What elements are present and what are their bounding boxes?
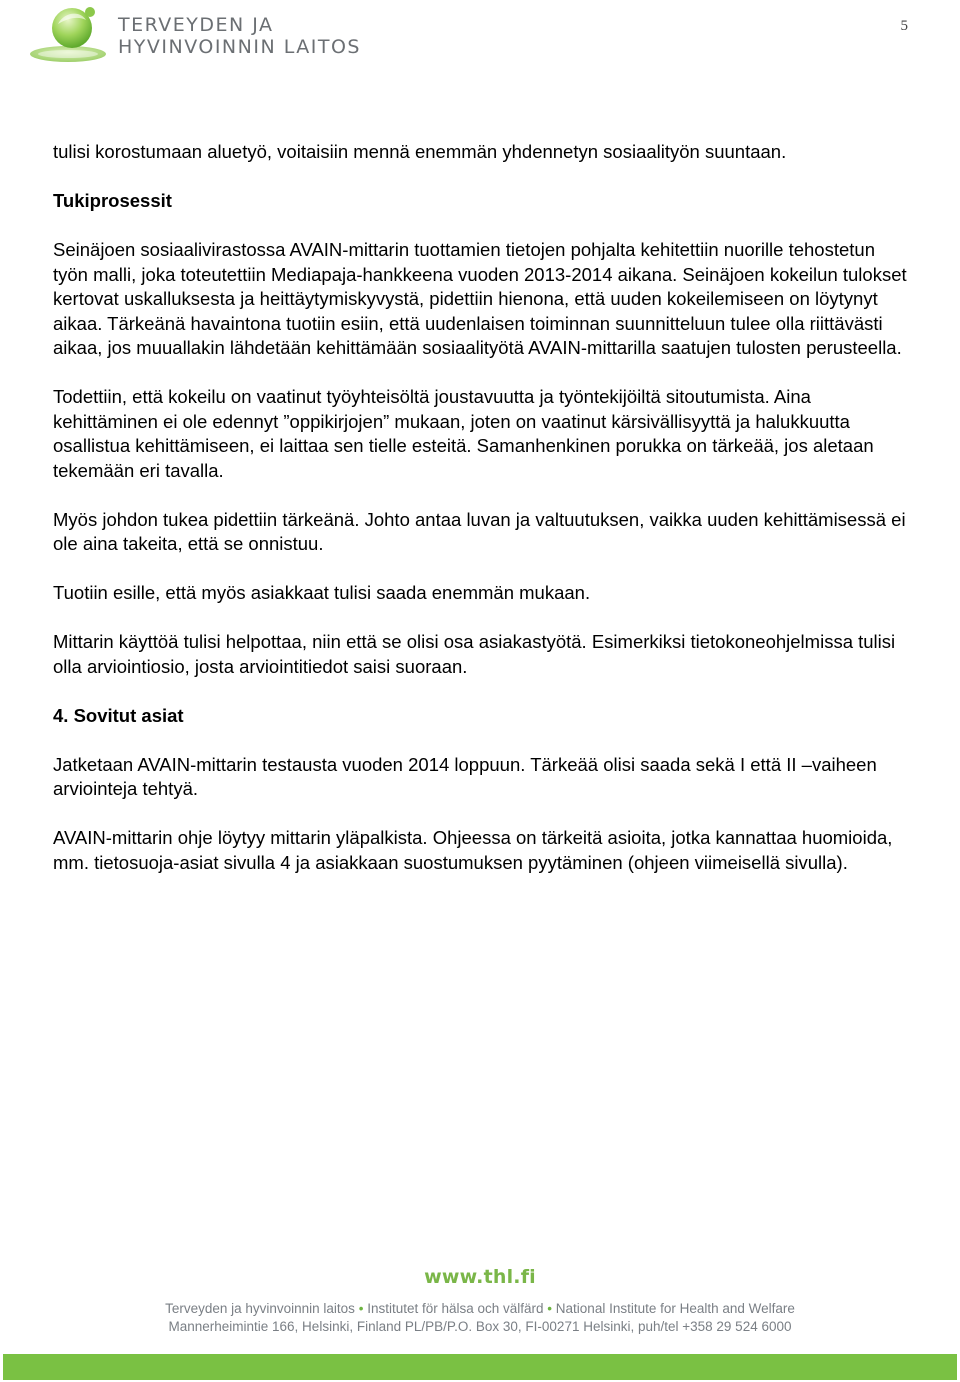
heading-tukiprosessit: Tukiprosessit — [53, 190, 172, 211]
footer-organization-names — [0, 1300, 960, 1318]
paragraph-seinajoki: Seinäjoen sosiaalivirastossa AVAIN-mittarin tuottamien tietojen pohjalta kehitettiin nuorille tehostetun työn malli, joka toteutettiin Mediapaja-hankkeena vuoden 2013-2014 aikana. Seinäjoen kokeilun tulokset kertovat uskalluksesta ja heittäytymiskyvystä, pidettiin hienona, että uuden kokeilemiseen on löytynyt aikaa. Tärkeänä havaintona tuotiin esiin, että uudenlaisen toiminnan suunnitteluun tulee olla riittävästi aikaa, jos muuallakin lähdetään kehittämään sosiaalityötä AVAIN-mittarilla saatujen tulosten perusteella. — [53, 239, 907, 358]
logo-line-1: TERVEYDEN JA — [118, 14, 274, 36]
page-footer — [0, 1266, 960, 1336]
organization-logo-text — [118, 14, 361, 58]
paragraph-jatketaan: Jatketaan AVAIN-mittarin testausta vuoden 2014 loppuun. Tärkeää olisi saada sekä I että II –vaiheen arviointeja tehtyä. — [53, 753, 877, 799]
document-body — [53, 140, 913, 900]
paragraph-continued: tulisi korostumaan aluetyö, voitaisiin mennä enemmän yhdennetyn sosiaalityön suuntaan. — [53, 141, 787, 162]
logo-line-2: HYVINVOINNIN LAITOS — [118, 36, 361, 58]
paragraph-mittari: Mittarin käyttöä tulisi helpottaa, niin että se olisi osa asiakastyötä. Esimerkiksi tietokoneohjelmissa tulisi olla arviointiosio, josta arviointitiedot saisi suoraan. — [53, 631, 896, 677]
footer-address: Mannerheimintie 166, Helsinki, Finland PL/PB/P.O. Box 30, FI-00271 Helsinki, puh/tel +358 29 524 6000 — [168, 1319, 792, 1334]
page-number: 5 — [900, 18, 908, 34]
footer-green-bar — [3, 1354, 957, 1380]
bullet-separator-1: • — [358, 1301, 364, 1316]
paragraph-ohje: AVAIN-mittarin ohje löytyy mittarin yläpalkista. Ohjeessa on tärkeitä asioita, jotka kannattaa huomioida, mm. tietosuoja-asiat sivulla 4 ja asiakkaan suostumuksen pyytäminen (ohjeen viimeisellä sivulla). — [53, 827, 893, 873]
org-name-sv: Institutet för hälsa och välfärd — [367, 1301, 544, 1316]
thl-logo-icon — [28, 2, 108, 64]
paragraph-johto: Myös johdon tukea pidettiin tärkeänä. Johto antaa luvan ja valtuutuksen, vaikka uuden kehittämisessä ei ole aina takeita, että se onnistuu. — [53, 508, 906, 554]
footer-website-link[interactable]: www.thl.fi — [424, 1266, 536, 1288]
paragraph-asiakkaat: Tuotiin esille, että myös asiakkaat tulisi saada enemmän mukaan. — [53, 582, 591, 603]
paragraph-todettiin: Todettiin, että kokeilu on vaatinut työyhteisöltä joustavuutta ja työntekijöiltä sitoutumista. Aina kehittäminen ei ole edennyt ”oppikirjojen” mukaan, joten on vaatinut kärsivällisyyttä ja halukkuutta osallistua kehittämiseen, ei laittaa sen tielle esteitä. Samanhenkinen porukka on tärkeää, jos aletaan tekemään eri tavalla. — [53, 386, 874, 481]
org-name-fi: Terveyden ja hyvinvoinnin laitos — [165, 1301, 355, 1316]
heading-sovitut-asiat: 4. Sovitut asiat — [53, 704, 184, 726]
bullet-separator-2: • — [547, 1301, 553, 1316]
page-header — [0, 0, 960, 80]
org-name-en: National Institute for Health and Welfare — [555, 1301, 795, 1316]
